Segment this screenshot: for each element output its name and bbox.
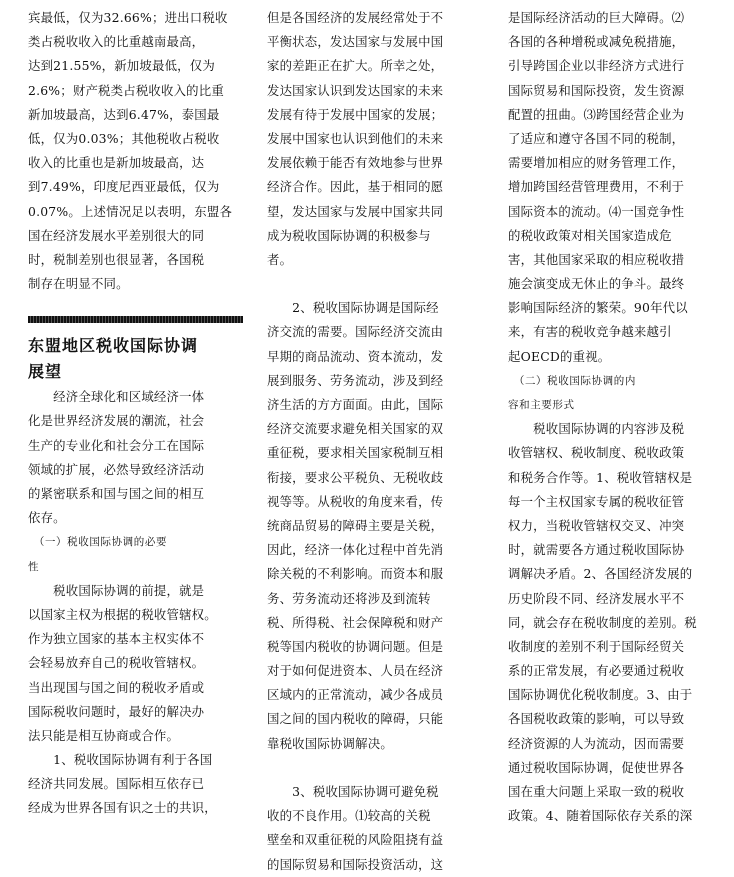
text-column-left xyxy=(28,6,243,821)
text-line: 国际协调优化税收制度。3、由于 xyxy=(508,687,693,703)
text-line: 影响国际经济的繁荣。90年代以 xyxy=(508,300,688,316)
text-line: 每一个主权国家专属的税收征管 xyxy=(508,493,685,509)
text-line: 望，发达国家与发展中国家共同 xyxy=(267,203,444,219)
text-line: 了适应和遵守各国不同的税制， xyxy=(508,130,685,146)
text-line: 到7.49%，印度尼西亚最低，仅为 xyxy=(28,179,220,195)
text-line: 经济合作。因此，基于相同的愿 xyxy=(267,179,444,195)
text-line: 经成为世界各国有识之士的共识， xyxy=(28,800,217,816)
text-line: 济生活的方方面面。由此，国际 xyxy=(267,397,444,412)
text-line: 施会演变成无休止的争斗。最终 xyxy=(508,276,685,292)
text-line: 当出现国与国之间的税收矛盾或 xyxy=(28,679,205,695)
section-heading-line: 展望 xyxy=(28,362,63,382)
text-line: 制存在明显不同。 xyxy=(28,276,129,292)
text-line: 展到服务、劳务流动，涉及到经 xyxy=(267,372,444,388)
text-line: 各国的各种增税或减免税措施， xyxy=(508,34,685,50)
text-line: 2.6%；财产税类占税收收入的比重 xyxy=(28,82,224,98)
text-line: 会轻易放弃自己的税收管辖权。 xyxy=(28,655,205,671)
text-line: 1、税收国际协调有利于各国 xyxy=(28,752,213,768)
text-line: 作为独立国家的基本主权实体不 xyxy=(28,631,205,647)
text-line: 权力，当税收管辖权交叉、冲突 xyxy=(508,517,685,533)
text-line: 2、税收国际协调是国际经 xyxy=(267,300,439,316)
text-line: 重征税，要求相关国家税制互相 xyxy=(267,445,444,461)
text-line: 时，税制差别也很显著，各国税 xyxy=(28,251,205,267)
text-line: 税收国际协调的内容涉及税 xyxy=(508,421,685,437)
text-line: 法只能是相互协商或合作。 xyxy=(28,727,180,743)
text-line: 务、劳务流动还将涉及到流转 xyxy=(267,590,431,606)
paragraph-gap xyxy=(267,756,477,780)
text-line: 收的不良作用。⑴较高的关税 xyxy=(267,808,431,824)
section-divider xyxy=(28,316,243,323)
text-line: 需要增加相应的财务管理工作， xyxy=(508,155,685,171)
text-line: 区域内的正常流动，减少各成员 xyxy=(267,687,444,703)
text-line: 家的差距正在扩大。所幸之处， xyxy=(267,58,444,74)
text-line: 收制度的差别不利于国际经贸关 xyxy=(508,638,685,654)
text-line: 对于如何促进资本、人员在经济 xyxy=(267,663,444,679)
text-line: 调解决矛盾。2、各国经济发展的 xyxy=(508,566,693,582)
text-line: 国际贸易和国际投资，发生资源 xyxy=(508,82,685,98)
text-line: 早期的商品流动、资本流动，发 xyxy=(267,348,444,364)
text-line: 国在重大问题上采取一致的税收 xyxy=(508,784,685,799)
text-line: 依存。 xyxy=(28,510,66,526)
subsection-heading-line: 性 xyxy=(28,560,40,573)
text-line: 历史阶段不同、经济发展水平不 xyxy=(508,590,685,606)
text-line: 经济资源的人为流动，因而需要 xyxy=(508,735,685,751)
text-line: 以国家主权为根据的税收管辖权。 xyxy=(28,606,217,622)
subsection-heading-line: 容和主要形式 xyxy=(508,399,575,411)
text-line: 害，其他国家采取的相应税收措 xyxy=(508,251,685,267)
text-column-middle xyxy=(267,6,477,877)
text-line: 平衡状态，发达国家与发展中国 xyxy=(267,34,444,50)
text-line: 税收国际协调的前提，就是 xyxy=(28,582,205,598)
text-line: 统商品贸易的障碍主要是关税， xyxy=(267,517,444,533)
text-line: 是国际经济活动的巨大障碍。⑵ xyxy=(508,10,685,25)
text-line: 视等等。从税收的角度来看，传 xyxy=(267,493,444,509)
text-line: 的国际贸易和国际投资活动，这 xyxy=(267,856,444,872)
text-line: 因此，经济一体化过程中首先消 xyxy=(267,542,444,558)
text-line: 类占税收收入的比重越南最高， xyxy=(28,34,205,50)
text-line: 时，就需要各方通过税收国际协 xyxy=(508,542,685,558)
text-line: 0.07%。上述情况足以表明，东盟各 xyxy=(28,203,233,219)
text-line: 配置的扭曲。⑶跨国经营企业为 xyxy=(508,106,685,122)
text-line: 税、所得税、社会保障税和财产 xyxy=(267,614,444,630)
text-line: 壁垒和双重征税的风险阻挠有益 xyxy=(267,832,444,848)
paragraph-gap xyxy=(267,272,477,296)
text-line: 各国税收政策的影响，可以导致 xyxy=(508,711,685,727)
text-line: 3、税收国际协调可避免税 xyxy=(267,784,439,799)
text-line: 收管辖权、税收制度、税收政策 xyxy=(508,445,685,461)
text-line: 税等国内税收的协调问题。但是 xyxy=(267,638,444,654)
text-line: 国在经济发展水平差别很大的同 xyxy=(28,227,205,243)
text-line: 济交流的需要。国际经济交流由 xyxy=(267,324,444,340)
text-line: 通过税收国际协调，促使世界各 xyxy=(508,759,685,775)
text-line: 来，有害的税收竞争越来越引 xyxy=(508,324,672,340)
text-line: 衔接，要求公平税负、无税收歧 xyxy=(267,469,444,485)
text-line: 发达国家认识到发达国家的未来 xyxy=(267,82,444,98)
text-line: 发展依赖于能否有效地参与世界 xyxy=(267,155,444,171)
text-line: 经济交流要求避免相关国家的双 xyxy=(267,421,444,437)
section-heading-line: 东盟地区税收国际协调 xyxy=(28,336,199,356)
text-line: 新加坡最高，达到6.47%，泰国最 xyxy=(28,106,220,122)
text-line: 成为税收国际协调的积极参与 xyxy=(267,227,431,243)
text-line: 经济全球化和区域经济一体 xyxy=(28,389,205,405)
text-line: 经济共同发展。国际相互依存已 xyxy=(28,776,205,792)
text-line: 除关税的不利影响。而资本和服 xyxy=(267,566,444,582)
text-line: 国际税收问题时，最好的解决办 xyxy=(28,703,205,719)
text-line: 同，就会存在税收制度的差别。税 xyxy=(508,614,697,630)
text-line: 的紧密联系和国与国之间的相互 xyxy=(28,486,205,501)
text-line: 增加跨国经营管理费用，不利于 xyxy=(508,179,685,195)
text-line: 低，仅为0.03%；其他税收占税收 xyxy=(28,130,220,146)
text-line: 领域的扩展，必然导致经济活动 xyxy=(28,461,205,477)
text-line: 国之间的国内税收的障碍，只能 xyxy=(267,711,444,727)
text-line: 起OECD的重视。 xyxy=(508,348,611,364)
text-line: 国际资本的流动。⑷一国竞争性 xyxy=(508,203,685,219)
text-line: 但是各国经济的发展经常处于不 xyxy=(267,10,444,25)
text-line: 的税收政策对相关国家造成危 xyxy=(508,227,672,243)
text-line: 引导跨国企业以非经济方式进行 xyxy=(508,58,685,74)
text-line: 发展中国家也认识到他们的未来 xyxy=(267,130,444,146)
subsection-heading-line: （二）税收国际协调的内 xyxy=(508,374,636,387)
subsection-heading-line: （一）税收国际协调的必要 xyxy=(28,536,168,549)
text-line: 和税务合作等。1、税收管辖权是 xyxy=(508,469,693,485)
text-column-right xyxy=(508,6,716,828)
text-line: 达到21.55%，新加坡最低，仅为 xyxy=(28,58,215,74)
text-line: 收入的比重也是新加坡最高，达 xyxy=(28,155,205,171)
text-line: 化是世界经济发展的潮流，社会 xyxy=(28,413,205,429)
text-line: 政策。4、随着国际依存关系的深 xyxy=(508,808,693,824)
text-line: 生产的专业化和社会分工在国际 xyxy=(28,437,205,453)
text-line: 发展有待于发展中国家的发展； xyxy=(267,106,444,122)
text-line: 靠税收国际协调解决。 xyxy=(267,735,393,751)
text-line: 者。 xyxy=(267,251,293,267)
text-line: 宾最低，仅为32.66%；进出口税收 xyxy=(28,10,228,25)
text-line: 系的正常发展，有必要通过税收 xyxy=(508,663,685,679)
